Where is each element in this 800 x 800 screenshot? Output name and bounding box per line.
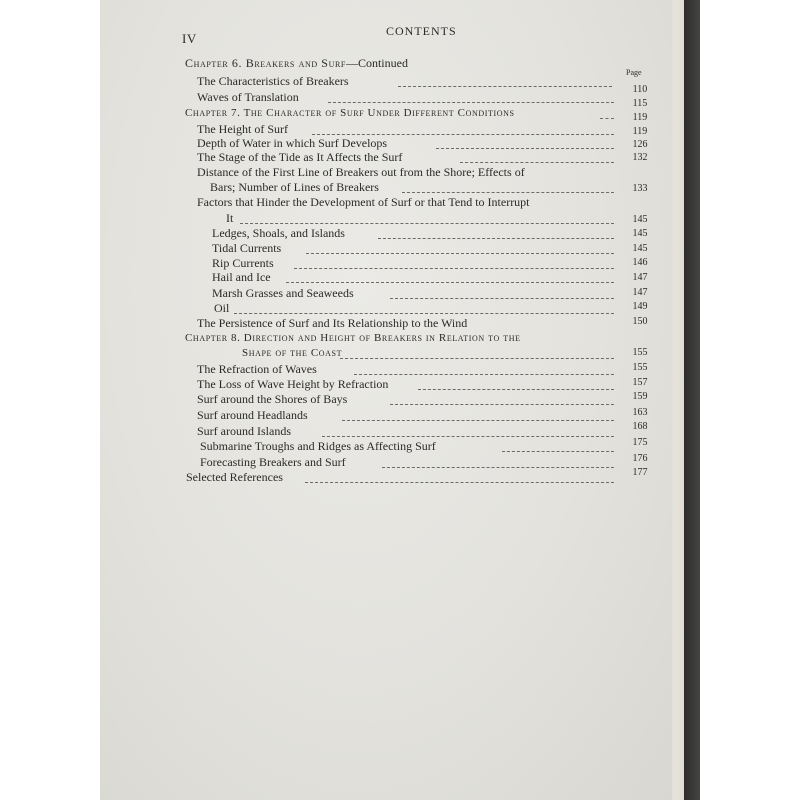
toc-entry-title: Surf around the Shores of Bays bbox=[197, 392, 348, 406]
chapter-title: Chapter 6. Breakers and Surf bbox=[185, 56, 346, 70]
leader-dots bbox=[342, 419, 614, 421]
toc-entry-title: Rip Currents bbox=[212, 256, 274, 270]
toc-entry-page: 147 bbox=[632, 287, 648, 298]
toc-entry-page: 163 bbox=[632, 407, 648, 418]
leader-dots bbox=[382, 466, 614, 468]
toc-entry-page: 110 bbox=[632, 84, 648, 95]
chapter-title: Chapter 8. Direction and Height of Breakers in Relation to the bbox=[185, 332, 521, 344]
toc-entry-title: The Loss of Wave Height by Refraction bbox=[197, 377, 389, 391]
toc-entry-page: 147 bbox=[632, 272, 648, 283]
leader-dots bbox=[378, 237, 614, 239]
book-page bbox=[100, 0, 672, 800]
leader-dots bbox=[312, 133, 614, 135]
toc-entry-title: Marsh Grasses and Seaweeds bbox=[212, 286, 354, 300]
leader-dots bbox=[460, 161, 614, 163]
toc-entry-page: 145 bbox=[632, 243, 648, 254]
leader-dots bbox=[234, 312, 614, 314]
leader-dots bbox=[418, 388, 614, 390]
toc-entry-title: The Stage of the Tide as It Affects the Surf bbox=[197, 150, 403, 164]
toc-entry-title: Submarine Troughs and Ridges as Affecting Surf bbox=[200, 439, 436, 453]
chapter-continued-label: —Continued bbox=[345, 56, 408, 70]
toc-entry-title: The Refraction of Waves bbox=[197, 362, 317, 376]
toc-entry-title: The Characteristics of Breakers bbox=[197, 74, 349, 88]
toc-entry-title: Surf around Islands bbox=[197, 424, 291, 438]
leader-dots bbox=[600, 117, 614, 119]
toc-entry-title: It bbox=[226, 211, 234, 225]
book-cover-edge bbox=[684, 0, 700, 800]
toc-entry-title: Tidal Currents bbox=[212, 241, 282, 255]
chapter-title: Shape of the Coast bbox=[242, 347, 343, 359]
toc-entry-page: 159 bbox=[632, 391, 648, 402]
toc-entry-page: 175 bbox=[632, 437, 648, 448]
toc-entry-page: 115 bbox=[632, 98, 648, 109]
toc-entry-page: 132 bbox=[632, 152, 648, 163]
toc-entry-title: The Height of Surf bbox=[197, 122, 288, 136]
toc-entry-page: 133 bbox=[632, 183, 648, 194]
toc-entry-page: 177 bbox=[632, 467, 648, 478]
toc-entry-page: 149 bbox=[632, 301, 648, 312]
toc-entry-title: Depth of Water in which Surf Develops bbox=[197, 136, 388, 150]
toc-entry-title: Waves of Translation bbox=[197, 90, 299, 104]
toc-entry-title: Factors that Hinder the Development of Surf or that Tend to Interrupt bbox=[197, 195, 530, 209]
toc-entry-title: Selected References bbox=[186, 470, 283, 484]
toc-entry-page: 150 bbox=[632, 316, 648, 327]
leader-dots bbox=[286, 281, 614, 283]
toc-entry-title: Hail and Ice bbox=[212, 270, 271, 284]
page-number: IV bbox=[182, 31, 197, 46]
toc-entry-page: 155 bbox=[632, 362, 648, 373]
toc-entry-title: Forecasting Breakers and Surf bbox=[200, 455, 346, 469]
toc-entry-page: 145 bbox=[632, 228, 648, 239]
toc-entry-page: 176 bbox=[632, 453, 648, 464]
leader-dots bbox=[328, 101, 614, 103]
toc-entry-page: 168 bbox=[632, 421, 648, 432]
page-column-label: Page bbox=[626, 68, 642, 77]
toc-entry-page: 146 bbox=[632, 257, 648, 268]
leader-dots bbox=[306, 252, 614, 254]
toc-entry-title: Bars; Number of Lines of Breakers bbox=[210, 180, 379, 194]
leader-dots bbox=[436, 147, 614, 149]
toc-entry-title: Distance of the First Line of Breakers out from the Shore; Effects of bbox=[197, 165, 525, 179]
toc-entry-title: Ledges, Shoals, and Islands bbox=[212, 226, 345, 240]
leader-dots bbox=[294, 267, 614, 269]
leader-dots bbox=[502, 450, 614, 452]
leader-dots bbox=[305, 481, 614, 483]
leader-dots bbox=[402, 191, 614, 193]
toc-entry-page: 119 bbox=[632, 112, 648, 123]
toc-entry-page: 155 bbox=[632, 347, 648, 358]
toc-entry-page: 157 bbox=[632, 377, 648, 388]
leader-dots bbox=[390, 297, 614, 299]
toc-entry-title: Oil bbox=[214, 301, 230, 315]
toc-entry-page: 145 bbox=[632, 214, 648, 225]
toc-entry-page: 126 bbox=[632, 139, 648, 150]
leader-dots bbox=[390, 403, 614, 405]
leader-dots bbox=[322, 435, 614, 437]
leader-dots bbox=[240, 222, 614, 224]
leader-dots bbox=[398, 85, 612, 87]
leader-dots bbox=[354, 373, 614, 375]
chapter-title: Chapter 7. The Character of Surf Under Different Conditions bbox=[185, 107, 515, 119]
toc-entry-page: 119 bbox=[632, 126, 648, 137]
leader-dots bbox=[340, 357, 614, 359]
page-title: CONTENTS bbox=[386, 24, 457, 38]
toc-entry-title: The Persistence of Surf and Its Relationship to the Wind bbox=[197, 316, 468, 330]
toc-entry-title: Surf around Headlands bbox=[197, 408, 308, 422]
